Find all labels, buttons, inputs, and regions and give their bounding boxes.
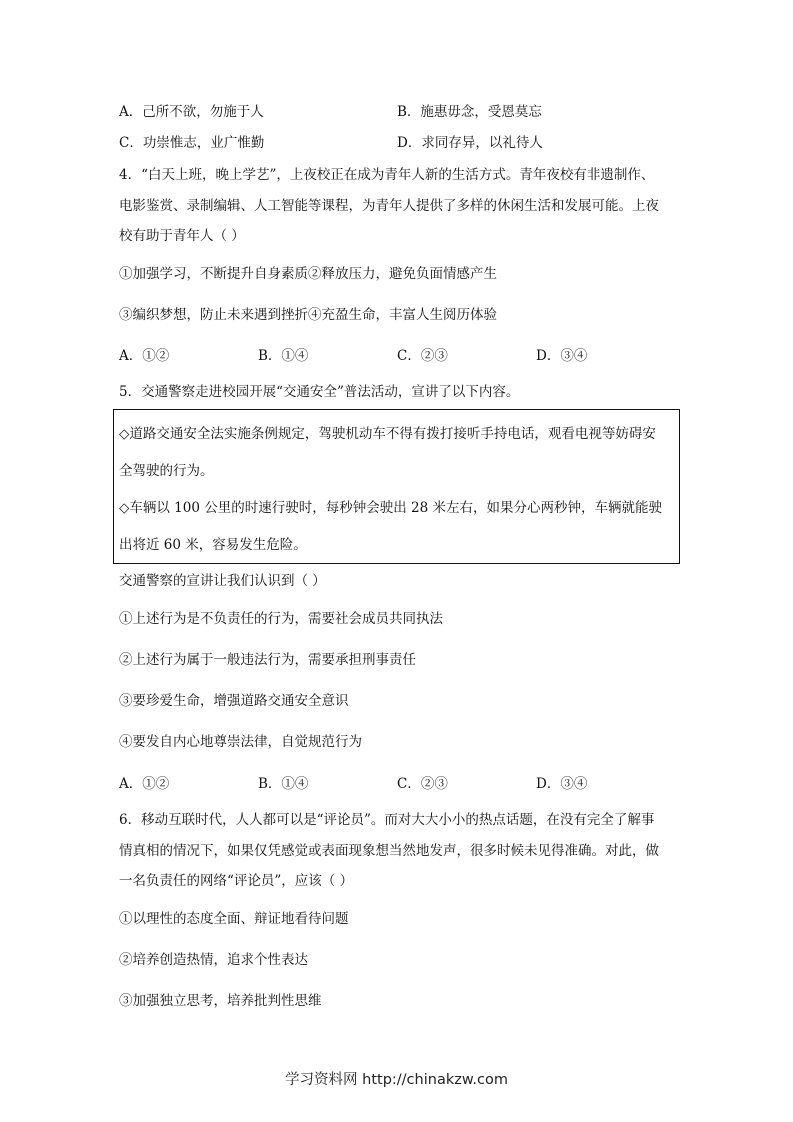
q5-question: 交通警察的宣讲让我们认识到（ ） [119,573,326,589]
q5-box-line-3: ◇车辆以 100 公里的时速行驶时，每秒钟会驶出 28 米左右，如果分心两秒钟，车辆就能驶 [119,500,662,516]
q3-option-c: C．功崇惟志，业广惟勤 [119,135,265,151]
q5-option-b: B．①④ [258,776,309,792]
q6-item-3: ③加强独立思考，培养批判性思维 [119,993,322,1009]
q5-box-line-4: 出将近 60 米，容易发生危险。 [119,537,307,553]
q5-box-line-2: 全驾驶的行为。 [119,463,214,479]
q6-stem-line-3: 一名负责任的网络“评论员”，应该（ ） [119,873,354,889]
q4-option-b: B．①④ [258,348,309,364]
q4-option-c: C．②③ [397,348,448,364]
q5-item-3: ③要珍爱生命，增强道路交通安全意识 [119,693,349,709]
q4-item-line-1: ①加强学习，不断提升自身素质②释放压力，避免负面情感产生 [119,266,497,282]
q5-item-1: ①上述行为是不负责任的行为，需要社会成员共同执法 [119,611,443,627]
q5-option-c: C．②③ [397,776,448,792]
q5-item-2: ②上述行为属于一般违法行为，需要承担刑事责任 [119,652,416,668]
q4-option-d: D．③④ [536,348,588,364]
q6-stem-line-2: 情真相的情况下，如果仅凭感觉或表面现象想当然地发声，很多时候未见得准确。对此，做 [119,843,659,859]
q4-item-line-2: ③编织梦想，防止未来遇到挫折④充盈生命，丰富人生阅历体验 [119,307,497,323]
q6-item-1: ①以理性的态度全面、辩证地看待问题 [119,911,349,927]
q5-option-d: D．③④ [536,776,588,792]
q5-option-a: A．①② [119,776,170,792]
q4-stem-line-3: 校有助于青年人（ ） [119,228,245,244]
q4-stem-line-2: 电影鉴赏、录制编辑、人工智能等课程，为青年人提供了多样的休闲生活和发展可能。上夜 [119,198,659,214]
q4-stem-line-1: 4．“白天上班，晚上学艺”，上夜校正在成为青年人新的生活方式。青年夜校有非遗制作、 [119,167,655,183]
q4-option-a: A．①② [119,348,170,364]
q6-stem-line-1: 6．移动互联时代，人人都可以是“评论员”。而对大大小小的热点话题，在没有完全了解事 [119,812,655,828]
page-footer: 学习资料网 http://chinakzw.com [285,1072,508,1088]
q5-item-4: ④要发自内心地尊崇法律，自觉规范行为 [119,734,362,750]
q6-item-2: ②培养创造热情，追求个性表达 [119,952,308,968]
q3-option-a: A．己所不欲，勿施于人 [119,104,264,120]
q5-box-line-1: ◇道路交通安全法实施条例规定，驾驶机动车不得有拨打接听手持电话，观看电视等妨碍安 [119,426,656,442]
q3-option-b: B．施惠毋念，受恩莫忘 [397,104,542,120]
q5-stem: 5．交通警察走进校园开展“交通安全”普法活动，宣讲了以下内容。 [119,384,520,400]
q3-option-d: D．求同存异，以礼待人 [397,135,543,151]
